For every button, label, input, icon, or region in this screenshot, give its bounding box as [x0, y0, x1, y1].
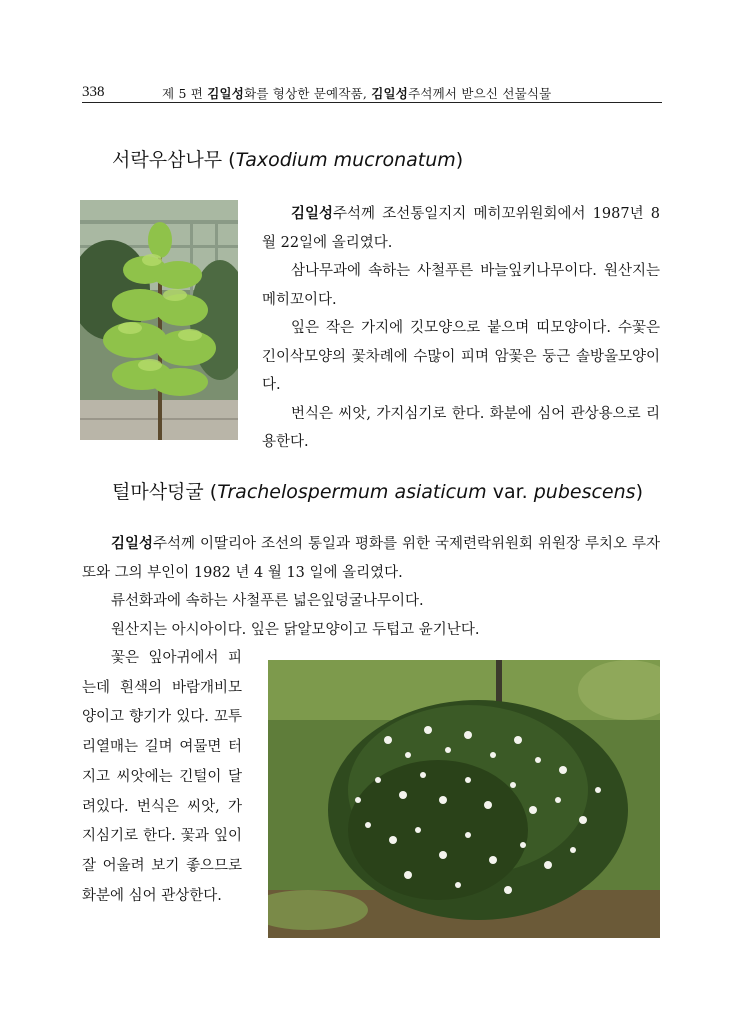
plant1-paragraph: 번식은 씨앗, 가지심기로 한다. 화분에 심어 관상용으로 리용한다. [262, 405, 660, 450]
kim-name: 김일성 [111, 535, 154, 552]
plant2-name-ko: 털마삭덩굴 ( [112, 481, 218, 503]
header-rule [82, 102, 662, 103]
section-suffix: 주석께서 받으신 선물식물 [408, 86, 552, 101]
plant1-heading [112, 145, 463, 172]
plant1-photo-image [80, 200, 238, 440]
plant2-description [82, 530, 660, 644]
plant1-name-ko: 서락우삼나무 ( [112, 149, 236, 171]
plant2-photo [268, 660, 660, 938]
plant2-paragraph: 류선화과에 속하는 사철푸른 넓은잎덩굴나무이다. [111, 593, 424, 609]
plant1-photo [80, 200, 238, 440]
kim-name: 김일성 [371, 86, 409, 101]
plant2-name-latin: Trachelospermum asiaticum [217, 481, 487, 503]
plant1-description [262, 200, 660, 457]
plant2-heading [112, 477, 643, 504]
kim-name: 김일성 [291, 205, 334, 222]
kim-name: 김일성 [207, 86, 245, 101]
plant2-paragraph [82, 530, 660, 587]
plant1-name-close: ) [455, 149, 464, 171]
plant2-name-close: ) [635, 481, 643, 503]
plant1-p1-text: 주석께 조선통일지지 메히꼬위원회에서 1987년 8월 22일에 올리였다. [262, 206, 660, 251]
plant2-p1-text: 주석께 이딸리아 조선의 통일과 평화를 위한 국제련락위원회 위원장 루치오 루자또와 그의 부인이 1982 년 4 월 13 일에 올리였다. [82, 536, 660, 581]
running-header [82, 80, 662, 102]
plant2-photo-image [268, 660, 660, 938]
section-prefix: 제 5 편 [162, 86, 208, 101]
page-number: 338 [82, 84, 105, 100]
plant1-paragraph [262, 200, 660, 257]
plant2-name-latin2: pubescens [533, 481, 636, 503]
section-mid: 화를 형상한 문예작품, [244, 86, 372, 101]
plant2-paragraph: 원산지는 아시아이다. 잎은 닭알모양이고 두텁고 윤기난다. [111, 621, 480, 638]
plant1-paragraph: 잎은 작은 가지에 깃모양으로 붙으며 띠모양이다. 수꽃은 긴이삭모양의 꽃차례에 수많이 피며 암꽃은 둥근 솔방울모양이다. [262, 320, 660, 393]
plant2-name-var: var. [486, 481, 534, 503]
plant1-paragraph: 삼나무과에 속하는 사철푸른 바늘잎키나무이다. 원산지는 메히꼬이다. [262, 263, 660, 308]
plant2-description-continued [82, 644, 242, 911]
running-title [162, 84, 551, 102]
plant2-paragraph: 꽃은 잎아귀에서 피는데 흰색의 바람개비모양이고 향기가 있다. 꼬투리열매는 길며 여물면 터지고 씨앗에는 긴털이 달려있다. 번식은 씨앗, 가지심기로 한다. 꽃과 잎이 잘 어울려 보기 좋으므로 화분에 심어 관상한다. [82, 650, 242, 904]
plant1-name-latin: Taxodium mucronatum [235, 149, 456, 171]
